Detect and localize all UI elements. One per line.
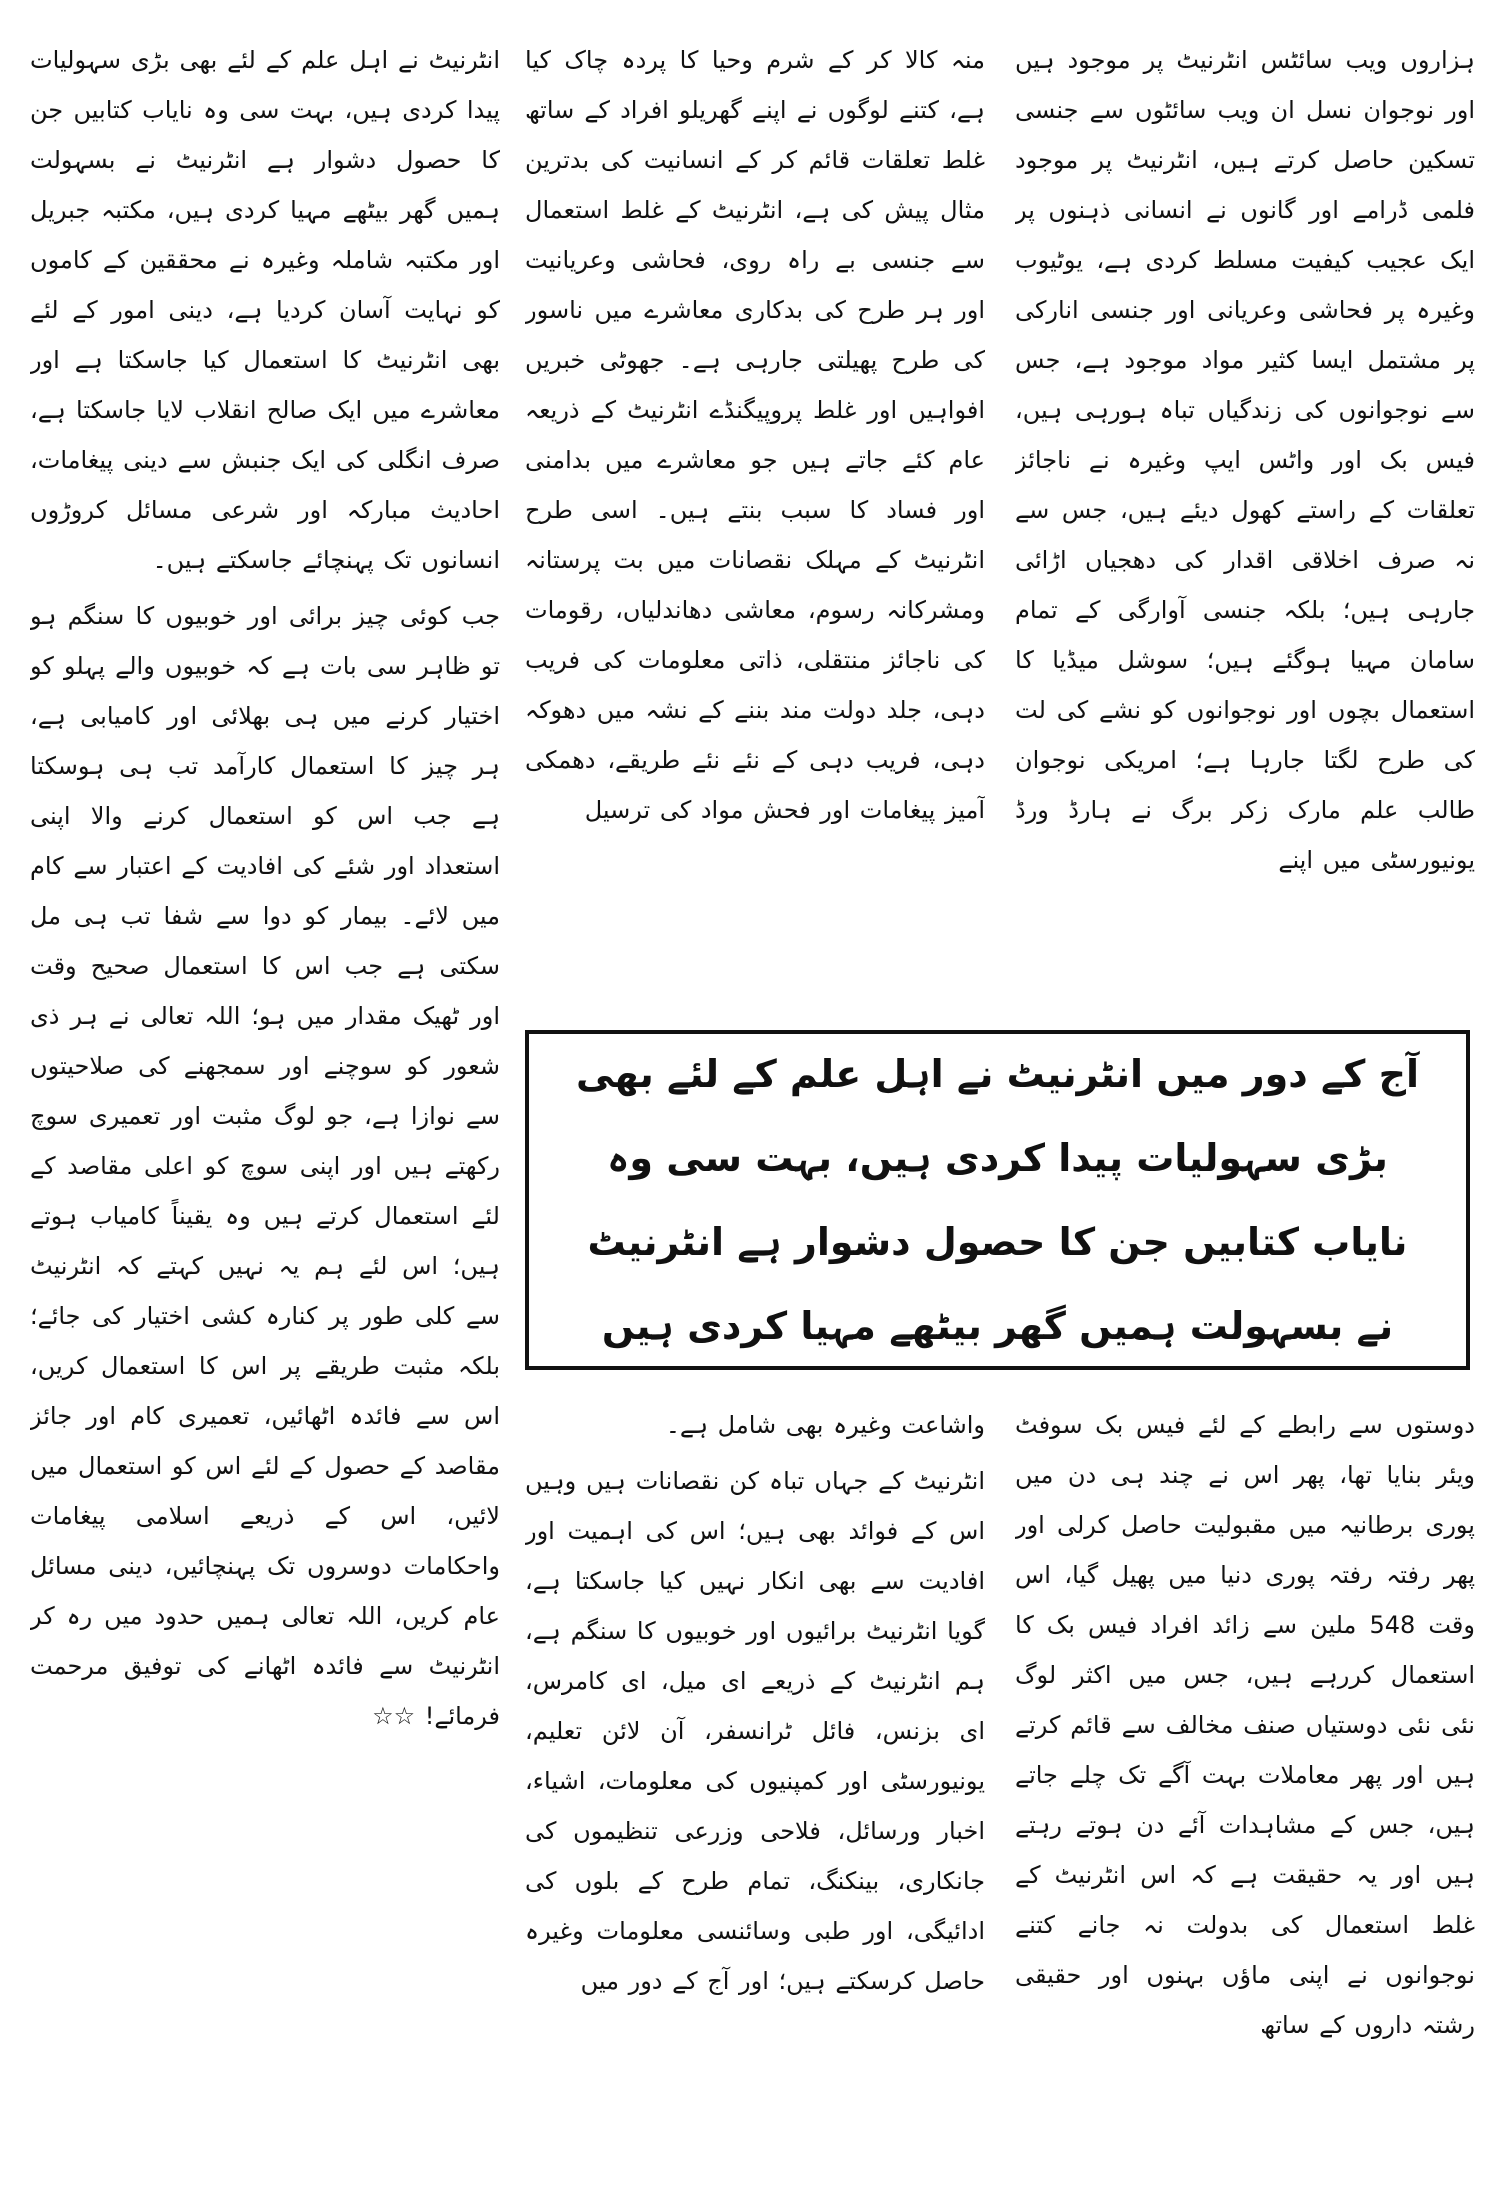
article-column-right-top [1015,35,1475,1015]
paragraph: واشاعت وغیرہ بھی شامل ہے۔ [665,1411,985,1439]
article-column-middle-bottom [525,1400,985,2170]
paragraph: انٹرنیٹ کے جہاں تباہ کن نقصانات ہیں وہیں اس کے فوائد بھی ہیں؛ اس کی اہمیت اور افادیت سے بھی انکار نہیں کیا جاسکتا ہے، گویا انٹرنیٹ برائیوں اور خوبیوں کا سنگم ہے، ہم انٹرنیٹ کے ذریعے ای میل، ای کامرس، ای بزنس، فائل ٹرانسفر، آن لائن تعلیم، یونیورسٹی اور کمپنیوں کی معلومات، اشیاء، اخبار ورسائل، فلاحی وزرعی تنظیموں کی جانکاری، بینکنگ، تمام طرح کے بلوں کی ادائیگی، اور طبی وسائنسی معلومات وغیرہ حاصل کرسکتے ہیں؛ اور آج کے دور میں [525,1467,985,1995]
paragraph: جب کوئی چیز برائی اور خوبیوں کا سنگم ہو تو ظاہر سی بات ہے کہ خوبیوں والے پہلو کو اختیار کرنے میں ہی بھلائی اور کامیابی ہے، ہر چیز کا استعمال کارآمد تب ہی ہوسکتا ہے جب اس کو استعمال کرنے والا اپنی استعداد اور شئے کی افادیت کے اعتبار سے کام میں لائے۔ بیمار کو دوا سے شفا تب ہی مل سکتی ہے جب اس کا استعمال صحیح وقت اور ٹھیک مقدار میں ہو؛ اللہ تعالی نے ہر ذی شعور کو سوچنے اور سمجھنے کی صلاحیتوں سے نوازا ہے، جو لوگ مثبت اور تعمیری سوچ رکھتے ہیں اور اپنی سوچ کو اعلی مقاصد کے لئے استعمال کرتے ہیں وہ یقیناً کامیاب ہوتے ہیں؛ اس لئے ہم یہ نہیں کہتے کہ انٹرنیٹ سے کلی طور پر کنارہ کشی اختیار کی جائے؛ بلکہ مثبت طریقے پر اس کا استعمال کریں، اس سے فائدہ اٹھائیں، تعمیری کام اور جائز مقاصد کے حصول کے لئے اس کو استعمال میں لائیں، اس کے ذریعے اسلامی پیغامات واحکامات دوسروں تک پہنچائیں، دینی مسائل عام کریں، اللہ تعالی ہمیں حدود میں رہ کر انٹرنیٹ سے فائدہ اٹھانے کی توفیق مرحمت فرمائے! ☆☆ [30,602,500,1730]
article-column-middle-top [525,35,985,1015]
pull-quote-text: آج کے دور میں انٹرنیٹ نے اہل علم کے لئے بھی بڑی سہولیات پیدا کردی ہیں، بہت سی وہ نایاب کتابیں جن کا حصول دشوار ہے انٹرنیٹ نے بسہولت ہمیں گھر بیٹھے مہیا کردی ہیں [576,1052,1419,1348]
paragraph: ہزاروں ویب سائٹس انٹرنیٹ پر موجود ہیں اور نوجوان نسل ان ویب سائٹوں سے جنسی تسکین حاصل کرتے ہیں، انٹرنیٹ پر موجود فلمی ڈرامے اور گانوں نے انسانی ذہنوں پر ایک عجیب کیفیت مسلط کردی ہے، یوٹیوب وغیرہ پر فحاشی وعریانی اور جنسی انارکی پر مشتمل ایسا کثیر مواد موجود ہے، جس سے نوجوانوں کی زندگیاں تباہ ہورہی ہیں، فیس بک اور واٹس ایپ وغیرہ نے ناجائز تعلقات کے راستے کھول دیئے ہیں، جس سے نہ صرف اخلاقی اقدار کی دھجیاں اڑائی جارہی ہیں؛ بلکہ جنسی آوارگی کے تمام سامان مہیا ہوگئے ہیں؛ سوشل میڈیا کا استعمال بچوں اور نوجوانوں کو نشے کی لت کی طرح لگتا جارہا ہے؛ امریکی نوجوان طالب علم مارک زکر برگ نے ہارڈ ورڈ یونیورسٹی میں اپنے [1015,46,1475,874]
paragraph: منہ کالا کر کے شرم وحیا کا پردہ چاک کیا ہے، کتنے لوگوں نے اپنے گھریلو افراد کے ساتھ غلط تعلقات قائم کر کے انسانیت کی بدترین مثال پیش کی ہے، انٹرنیٹ کے غلط استعمال سے جنسی بے راہ روی، فحاشی وعریانیت اور ہر طرح کی بدکاری معاشرے میں ناسور کی طرح پھیلتی جارہی ہے۔ جھوٹی خبریں افواہیں اور غلط پروپیگنڈے انٹرنیٹ کے ذریعہ عام کئے جاتے ہیں جو معاشرے میں بدامنی اور فساد کا سبب بنتے ہیں۔ اسی طرح انٹرنیٹ کے مہلک نقصانات میں بت پرستانہ ومشرکانہ رسوم، معاشی دھاندلیاں، رقومات کی ناجائز منتقلی، ذاتی معلومات کی فریب دہی، جلد دولت مند بننے کے نشہ میں دھوکہ دہی، فریب دہی کے نئے نئے طریقے، دھمکی آمیز پیغامات اور فحش مواد کی ترسیل [525,46,985,824]
paragraph: دوستوں سے رابطے کے لئے فیس بک سوفٹ ویئر بنایا تھا، پھر اس نے چند ہی دن میں پوری برطانیہ میں مقبولیت حاصل کرلی اور پھر رفتہ رفتہ پوری دنیا میں پھیل گیا، اس وقت 548 ملین سے زائد افراد فیس بک کا استعمال کررہے ہیں، جس میں اکثر لوگ نئی نئی دوستیاں صنف مخالف سے قائم کرتے ہیں اور پھر معاملات بہت آگے تک چلے جاتے ہیں، جس کے مشاہدات آئے دن ہوتے رہتے ہیں اور یہ حقیقت ہے کہ اس انٹرنیٹ کے غلط استعمال کی بدولت نہ جانے کتنے نوجوانوں نے اپنی ماؤں بہنوں اور حقیقی رشتہ داروں کے ساتھ [1015,1411,1475,2039]
article-column-left [30,35,500,2170]
pull-quote-box [525,1030,1470,1370]
paragraph: انٹرنیٹ نے اہل علم کے لئے بھی بڑی سہولیات پیدا کردی ہیں، بہت سی وہ نایاب کتابیں جن کا حصول دشوار ہے انٹرنیٹ نے بسہولت ہمیں گھر بیٹھے مہیا کردی ہیں، مکتبہ جبریل اور مکتبہ شاملہ وغیرہ نے محققین کے کاموں کو نہایت آسان کردیا ہے، دینی امور کے لئے بھی انٹرنیٹ کا استعمال کیا جاسکتا ہے اور معاشرے میں ایک صالح انقلاب لایا جاسکتا ہے، صرف انگلی کی ایک جنبش سے دینی پیغامات، احادیث مبارکہ اور شرعی مسائل کروڑوں انسانوں تک پہنچائے جاسکتے ہیں۔ [30,46,500,574]
article-column-right-bottom [1015,1400,1475,2170]
